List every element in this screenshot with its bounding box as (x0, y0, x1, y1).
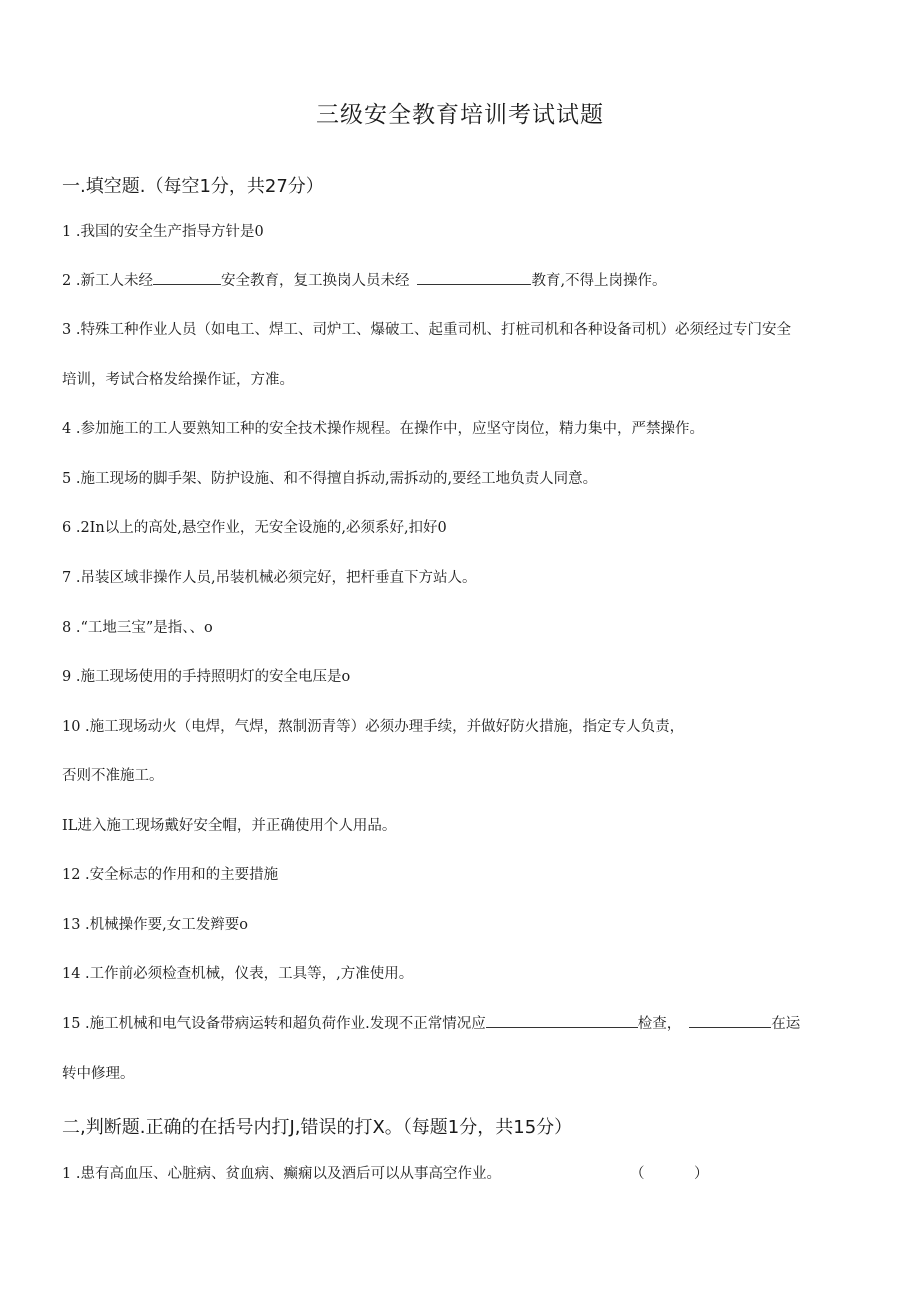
question-1-2-part-b: 安全教育，复工换岗人员未经 (220, 273, 410, 289)
page-title: 三级安全教育培训考试试题 (316, 102, 604, 128)
question-1-3-line-1: 3 .特殊工种作业人员（如电工、焊工、司炉工、爆破工、起重司机、打桩司机和各种设备司机）必须经过专门安全 (62, 322, 791, 338)
question-1-7: 7 .吊装区域非操作人员,吊装机械必须完好，把杆垂直下方站人。 (62, 570, 477, 586)
question-1-13: 13 .机械操作要,女工发辫要o (62, 917, 249, 933)
section-1-heading: 一.填空题.（每空1分，共27分） (62, 176, 324, 197)
question-1-14: 14 .工作前必须检查机械，仪表，工具等，,方准使用。 (62, 966, 414, 982)
question-1-2-part-a: 2 .新工人未经 (62, 273, 153, 289)
answer-paren-open: （ (630, 1166, 645, 1182)
question-1-8: 8 .“工地三宝”是指、、o (62, 620, 213, 636)
question-1-3-line-2: 培训，考试合格发给操作证，方准。 (62, 372, 294, 388)
question-1-9: 9 .施工现场使用的手持照明灯的安全电压是o (62, 669, 351, 685)
section-2-heading: 二,判断题.正确的在括号内打J,错误的打X。（每题1分，共15分） (62, 1117, 573, 1138)
question-1-15-part-b: 检查， (637, 1016, 682, 1032)
question-1-2-part-c: 教育,不得上岗操作。 (531, 273, 667, 289)
question-1-15-part-a: 15 .施工机械和电气设备带病运转和超负荷作业.发现不正常情况应 (62, 1016, 486, 1032)
question-1-4: 4 .参加施工的工人要熟知工种的安全技术操作规程。在操作中，应坚守岗位，精力集中，严禁操作。 (62, 421, 704, 437)
question-1-2 (62, 269, 667, 290)
question-1-15-part-c: 在运 (771, 1016, 801, 1032)
question-1-15 (62, 1012, 800, 1033)
answer-paren-close: ） (694, 1166, 709, 1182)
answer-blank[interactable] (689, 1013, 771, 1028)
question-1-1: 1 .我国的安全生产指导方针是0 (62, 224, 264, 240)
question-2-1: 1 .患有高血压、心脏病、贫血病、癫痫以及酒后可以从事高空作业。 (62, 1166, 501, 1182)
question-1-5: 5 .施工现场的脚手架、防护设施、和不得擅自拆动,需拆动的,要经工地负责人同意。 (62, 471, 598, 487)
question-1-12: 12 .安全标志的作用和的主要措施 (62, 867, 279, 883)
answer-blank[interactable] (417, 270, 531, 285)
answer-blank[interactable] (153, 270, 221, 285)
question-1-10-line-1: 10 .施工现场动火（电焊，气焊，熬制沥青等）必须办理手续，并做好防火措施，指定专人负责， (62, 719, 685, 735)
question-1-6: 6 .2In以上的高处,悬空作业，无安全设施的,必须系好,扣好0 (62, 520, 447, 536)
answer-blank[interactable] (486, 1013, 638, 1028)
question-1-15-line-2: 转中修理。 (62, 1066, 135, 1082)
question-1-10-line-2: 否则不准施工。 (62, 768, 164, 784)
question-1-11: IL进入施工现场戴好安全帽，并正确使用个人用品。 (62, 818, 397, 834)
